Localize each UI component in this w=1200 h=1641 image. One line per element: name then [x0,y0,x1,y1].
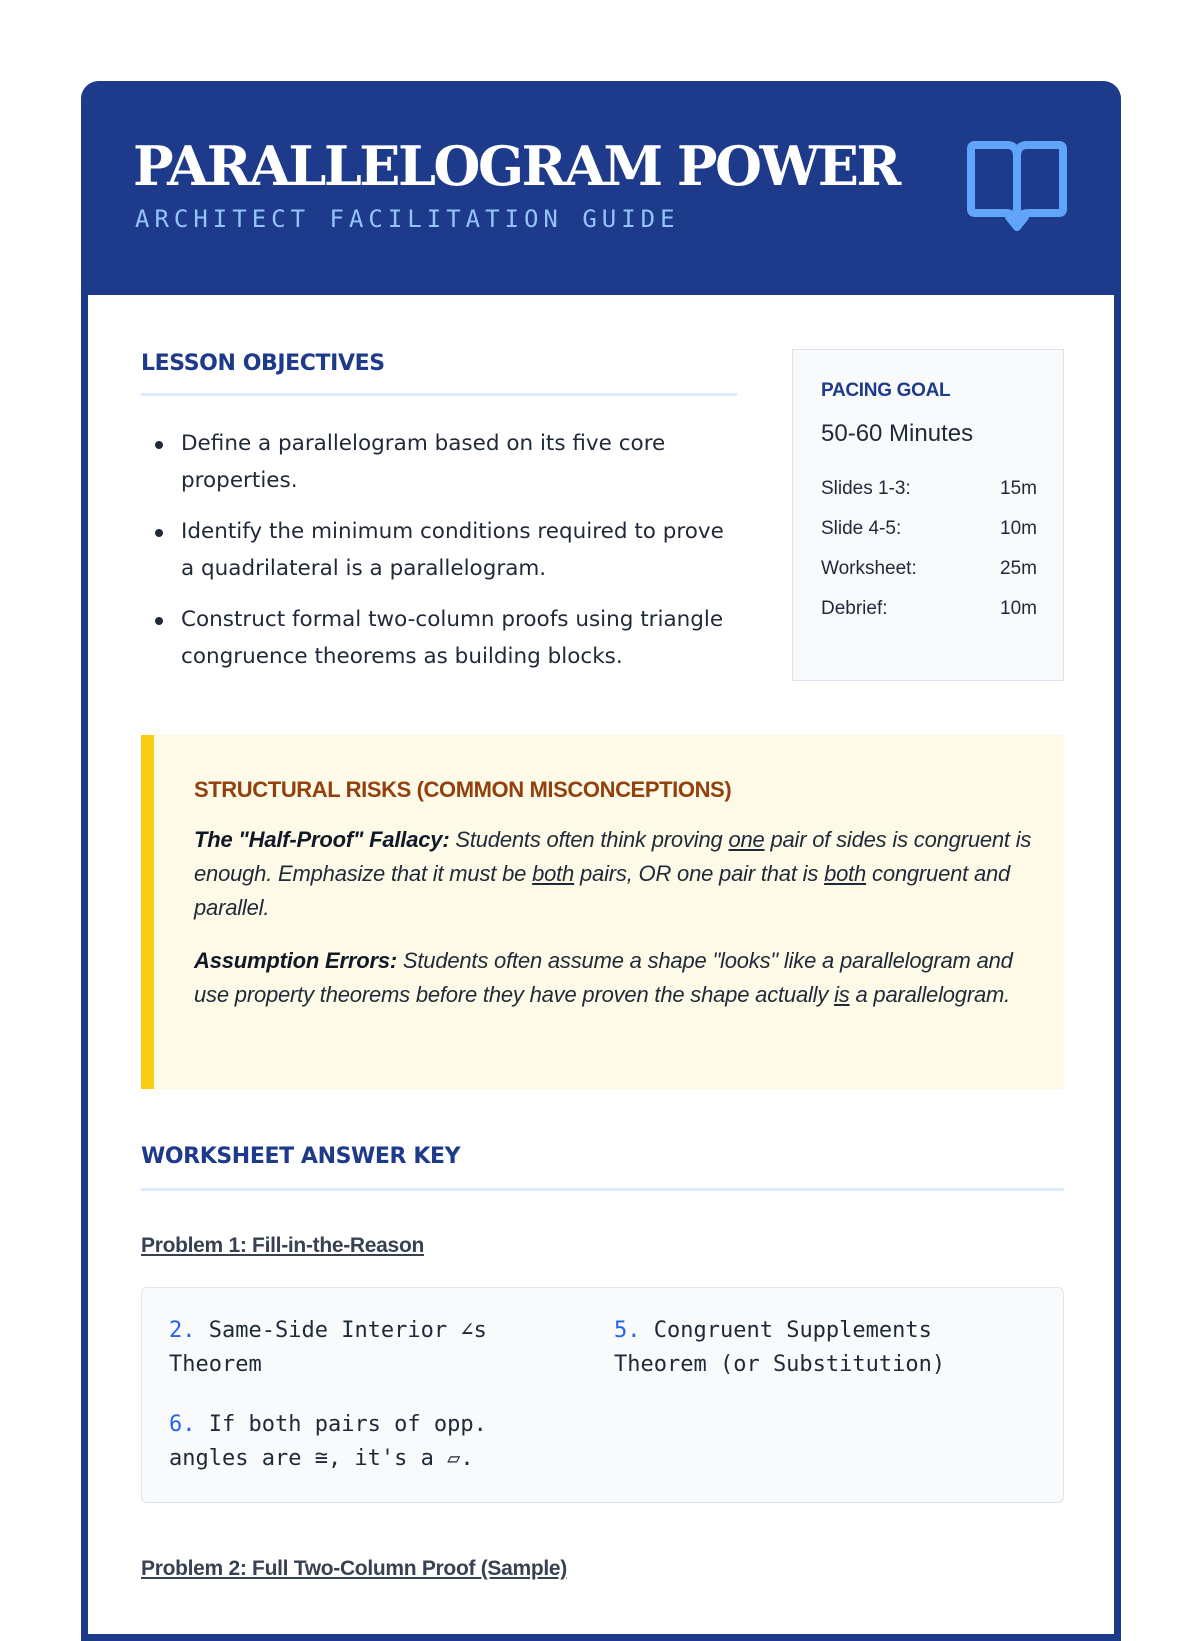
assumption-text: a parallelogram. [849,982,1011,1007]
pacing-row [821,558,1037,580]
fallacy-text: pairs, OR one pair that is [574,861,825,886]
answer-item [169,1314,579,1382]
pacing-row-time: 15m [1000,478,1037,499]
pacing-total: 50-60 Minutes [821,420,974,447]
fallacy-text: pair of sides is congruent is enough. Emphasize that it must be [194,827,1032,886]
answer-text: Same-Side Interior ∠s Theorem [169,1318,487,1377]
misconceptions-heading: STRUCTURAL RISKS (COMMON MISCONCEPTIONS) [194,777,732,802]
answer-key-heading: WORKSHEET ANSWER KEY [141,1144,461,1169]
answer-number: 6. [169,1412,196,1437]
fallacy-emphasis: both [824,861,867,886]
pacing-row-name: Slide 4-5: [821,518,902,539]
answer-key-divider [141,1188,1064,1191]
pacing-row-time: 25m [1000,558,1037,579]
answer-key-box [141,1287,1064,1503]
misconceptions-callout [141,735,1064,1089]
fallacy-emphasis: one [728,827,765,852]
objectives-list [141,425,741,689]
assumption-text: Students often assume a shape "looks" like a parallelogram and use property theorems before they have proven the shape actually [194,948,1013,1007]
answer-number: 5. [614,1318,641,1343]
pacing-label: PACING GOAL [821,380,951,401]
fallacy-emphasis: both [532,861,575,886]
objectives-heading: LESSON OBJECTIVES [141,351,385,376]
book-icon [965,139,1069,235]
objectives-divider [141,393,737,396]
answer-text: Congruent Supplements Theorem (or Substitution) [614,1318,946,1377]
problem-2-heading: Problem 2: Full Two-Column Proof (Sample) [141,1557,567,1580]
problem-1-heading: Problem 1: Fill-in-the-Reason [141,1234,424,1257]
fallacy-text: congruent and parallel. [194,861,1011,920]
pacing-row-name: Debrief: [821,598,888,619]
assumption-emphasis: is [834,982,850,1007]
assumption-errors [194,944,1034,1012]
pacing-row-time: 10m [1000,598,1037,619]
fallacy-label: The "Half-Proof" Fallacy: [194,827,450,852]
pacing-row [821,478,1037,500]
answer-text: If both pairs of opp. angles are ≅, it's a ▱. [169,1412,487,1471]
answer-number: 2. [169,1318,196,1343]
pacing-panel [792,349,1064,681]
objective-item: Construct formal two-column proofs using triangle congruence theorems as building blocks. [141,601,741,675]
assumption-label: Assumption Errors: [194,948,397,973]
guide-header [81,81,1121,295]
page-title: PARALLELOGRAM POWER [133,134,899,198]
pacing-row-name: Slides 1-3: [821,478,911,499]
objective-item: Define a parallelogram based on its five core properties. [141,425,741,499]
page-subtitle: ARCHITECT FACILITATION GUIDE [135,205,680,233]
half-proof-fallacy [194,823,1034,925]
pacing-row-time: 10m [1000,518,1037,539]
pacing-row [821,518,1037,540]
pacing-row [821,598,1037,620]
pacing-row-name: Worksheet: [821,558,917,579]
answer-item [614,1314,1034,1382]
fallacy-text: Students often think proving [449,827,729,852]
objective-item: Identify the minimum conditions required to prove a quadrilateral is a parallelogram. [141,513,741,587]
answer-item [169,1408,529,1476]
